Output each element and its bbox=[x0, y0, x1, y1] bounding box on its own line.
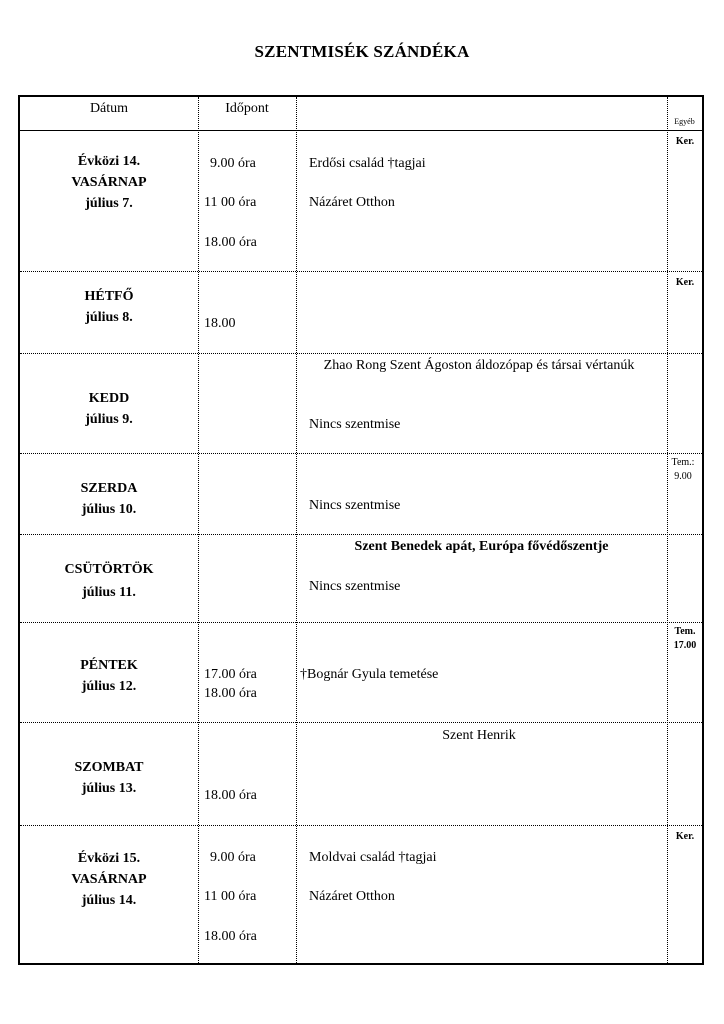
day-line: KEDD bbox=[88, 391, 130, 406]
header-other: Egyéb bbox=[674, 117, 695, 126]
other-note: Tem.: 9.00 bbox=[671, 457, 695, 482]
day-line: Évközi 15. bbox=[77, 851, 141, 866]
mass-time: 18.00 óra bbox=[204, 788, 257, 803]
day-line: július 14. bbox=[81, 893, 137, 908]
intention-text: Moldvai család †tagjai bbox=[309, 850, 437, 865]
day-line: VASÁRNAP bbox=[71, 872, 147, 887]
other-note: Ker. bbox=[675, 277, 695, 288]
day-line: július 13. bbox=[81, 781, 137, 796]
table-row bbox=[20, 723, 702, 826]
feast-title: Szent Henrik bbox=[442, 728, 516, 743]
table-row bbox=[20, 535, 702, 623]
header-date: Dátum bbox=[89, 101, 129, 116]
mass-time: 18.00 óra bbox=[204, 235, 257, 250]
day-line: július 9. bbox=[85, 412, 133, 427]
table-row bbox=[20, 826, 702, 963]
intention-text: †Bognár Gyula temetése bbox=[300, 667, 439, 682]
table-row bbox=[20, 131, 702, 272]
other-note: Ker. bbox=[675, 831, 695, 842]
table-row bbox=[20, 623, 702, 723]
mass-time: 11 00 óra bbox=[204, 195, 257, 210]
day-label bbox=[20, 478, 198, 520]
day-label bbox=[20, 286, 198, 328]
intention-text: Erdősi család †tagjai bbox=[309, 156, 426, 171]
day-line: PÉNTEK bbox=[80, 658, 138, 673]
other-note: Ker. bbox=[675, 136, 695, 147]
day-line: július 8. bbox=[85, 310, 133, 325]
day-label bbox=[20, 848, 198, 911]
intention-text: Nincs szentmise bbox=[309, 579, 401, 594]
day-line: SZOMBAT bbox=[74, 760, 144, 775]
mass-time: 9.00 óra bbox=[210, 850, 256, 865]
mass-time: 11 00 óra bbox=[204, 889, 257, 904]
day-label bbox=[20, 388, 198, 430]
day-line: HÉTFŐ bbox=[84, 289, 134, 304]
day-line: július 10. bbox=[81, 502, 137, 517]
day-label bbox=[20, 757, 198, 799]
other-note: Tem. 17.00 bbox=[673, 626, 697, 651]
day-label bbox=[20, 559, 198, 603]
day-line: július 12. bbox=[81, 679, 137, 694]
day-line: július 7. bbox=[85, 196, 133, 211]
page-title: SZENTMISÉK SZÁNDÉKA bbox=[254, 42, 470, 61]
table-row bbox=[20, 354, 702, 454]
feast-title: Zhao Rong Szent Ágoston áldozópap és társai vértanúk bbox=[323, 358, 635, 373]
header-time: Időpont bbox=[225, 101, 269, 116]
feast-title: Szent Benedek apát, Európa fővédőszentje bbox=[354, 539, 609, 554]
intention-text: Nincs szentmise bbox=[309, 417, 401, 432]
intention-text: Nincs szentmise bbox=[309, 498, 401, 513]
intention-text: Názáret Otthon bbox=[309, 889, 395, 904]
header-intention bbox=[296, 97, 667, 130]
table-header bbox=[20, 97, 702, 131]
day-line: SZERDA bbox=[80, 481, 138, 496]
mass-time: 18.00 bbox=[204, 316, 236, 331]
intention-text: Názáret Otthon bbox=[309, 195, 395, 210]
mass-time: 18.00 óra bbox=[204, 929, 257, 944]
mass-time: 9.00 óra bbox=[210, 156, 256, 171]
table-row bbox=[20, 272, 702, 354]
table-row bbox=[20, 454, 702, 535]
day-label bbox=[20, 151, 198, 214]
day-line: CSÜTÖRTÖK bbox=[64, 562, 154, 577]
mass-time: 18.00 óra bbox=[204, 686, 257, 701]
mass-intentions-table bbox=[18, 95, 704, 965]
day-line: Évközi 14. bbox=[77, 154, 141, 169]
day-label bbox=[20, 655, 198, 697]
day-line: VASÁRNAP bbox=[71, 175, 147, 190]
day-line: július 11. bbox=[82, 585, 136, 600]
mass-time: 17.00 óra bbox=[204, 667, 257, 682]
